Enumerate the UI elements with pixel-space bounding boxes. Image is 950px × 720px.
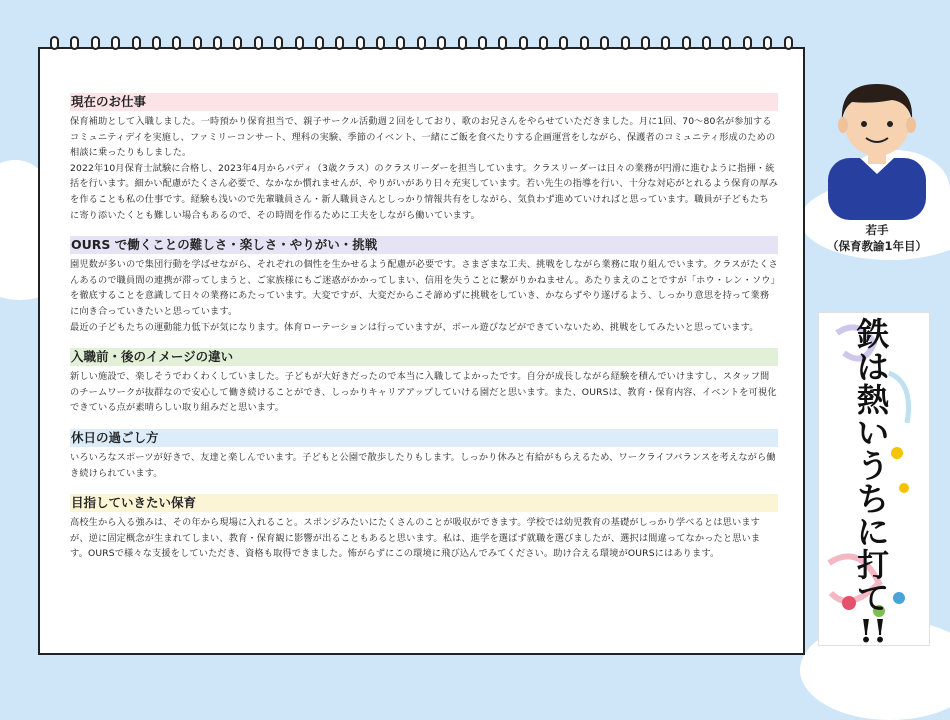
binding-ring [152, 36, 161, 50]
binding-ring [172, 36, 181, 50]
binding-ring [763, 36, 772, 50]
motto-char: ち [856, 480, 889, 518]
paragraph: いろいろなスポーツが好きで、友達と楽しんでいます。子どもと公園で散歩したりもします。しっかり休みと有給がもらえるため、ワークライフバランスを考えながら働き続けられています。 [70, 451, 776, 479]
binding-ring [539, 36, 548, 50]
binding-ring [722, 36, 731, 50]
motto-char: 鉄 [856, 315, 889, 353]
interview-content [70, 93, 778, 575]
motto-char: に [856, 513, 889, 551]
section [70, 348, 778, 416]
binding-ring [70, 36, 79, 50]
binding-ring [437, 36, 446, 50]
spiral-binding [38, 34, 805, 56]
section [70, 429, 778, 481]
binding-ring [600, 36, 609, 50]
binding-ring [132, 36, 141, 50]
binding-ring [559, 36, 568, 50]
section-body [70, 450, 778, 481]
section [70, 93, 778, 223]
section-body [70, 515, 778, 562]
paragraph: 園児数が多いので集団行動を学ばせながら、それぞれの個性を生かせるよう配慮が必要です。さまざまな工夫、挑戦をしながら業務に取り組んでいます。クラスがたくさんあるので職員間の連携が滞ってしまうと、ご家族様にもご迷惑がかかってしまい、信用を失うことに繋がりかねません。あたりまえのことですが「ホウ・レン・ソウ」を徹底することを意識して日々の業務にあたっています。大変ですが、大変だからこそ諦めずに挑戦をしていき、かならずやり遂げるよう、しっかり意思を持って業務に向き合っていきたいと思っています。 [70, 259, 778, 317]
binding-ring [743, 36, 752, 50]
section-body [70, 369, 778, 416]
binding-ring [580, 36, 589, 50]
section-body [70, 257, 778, 335]
section [70, 236, 778, 335]
binding-ring [193, 36, 202, 50]
binding-ring [478, 36, 487, 50]
paragraph: 最近の子どもたちの運動能力低下が気になります。体育ローテーションは行っていますが、ボール遊びなどができていないため、挑戦をしてみたいと思っています。 [70, 321, 759, 333]
binding-ring [376, 36, 385, 50]
binding-ring [661, 36, 670, 50]
section-heading: 現在のお仕事 [70, 93, 778, 111]
section-heading: OURS で働くことの難しさ・楽しさ・やりがい・挑戦 [70, 236, 778, 254]
binding-ring [213, 36, 222, 50]
section [70, 494, 778, 562]
binding-ring [784, 36, 793, 50]
binding-ring [111, 36, 120, 50]
motto-char: 熱 [856, 381, 889, 419]
motto-char: い [856, 414, 889, 452]
profile-role: 若手 [865, 223, 889, 237]
profile-detail: （保育教諭1年目） [826, 239, 927, 253]
motto-char: て [856, 579, 889, 617]
binding-ring [295, 36, 304, 50]
binding-ring [702, 36, 711, 50]
section-heading: 入職前・後のイメージの違い [70, 348, 778, 366]
binding-ring [621, 36, 630, 50]
binding-ring [233, 36, 242, 50]
binding-ring [274, 36, 283, 50]
motto-text [838, 315, 908, 650]
profile-label [815, 222, 939, 254]
section-body [70, 114, 778, 223]
motto-char: !! [858, 612, 888, 650]
binding-ring [519, 36, 528, 50]
paragraph: 保育補助として入職しました。一時預かり保育担当で、親子サークル活動週２回をしており、歌のお兄さんをやらせていただきました。月に1回、70～80名が参加するコミュニティデイを実施し、ファミリーコンサート、理科の実験、季節のイベント、一緒にご飯を食べたりする企画運営をしながら、保護者のコミュニティ形成のための相談に乗ったりもしました。 [70, 116, 776, 159]
section-heading: 目指していきたい保育 [70, 494, 778, 512]
binding-ring [91, 36, 100, 50]
motto-char: う [856, 447, 889, 485]
paragraph: 2022年10月保育士試験に合格し、2023年4月からバディ（3歳クラス）のクラスリーダーを担当しています。クラスリーダーは日々の業務が円滑に進むように指揮・統括を行います。細かい配慮がたくさん必要で、なかなか慣れませんが、やりがいがあり日々充実しています。若い先生の指導を行い、十分な対応がとれるよう保育の厚みを作ることも私の仕事です。経験も浅いので先輩職員さん・新人職員さんとしっかり情報共有をしながら、気負わず進めていければと思っています。職員が子どもたちに寄り添いたくとも難しい場合もあるので、その時間を作るために工夫をしながら働いています。 [70, 162, 778, 221]
binding-ring [458, 36, 467, 50]
binding-ring [417, 36, 426, 50]
paragraph: 新しい施設で、楽しそうでわくわくしていました。子どもが大好きだったので本当に入職してよかったです。自分が成長しながら経験を積んでいけますし、スタッフ間のチームワークが抜群なので安心して働き続けることができ、しっかりキャリアアップしていける園だと思います。また、OURSは、教育・保育内容、イベントを可視化できている点が素晴らしい取り組みだと思います。 [70, 371, 777, 414]
paragraph: 高校生から入る強みは、その年から現場に入れること。スポンジみたいにたくさんのことが吸収ができます。学校では幼児教育の基礎がしっかり学べるとは思いますが、逆に固定概念が生まれてしまい、教育・保育観に影響が出ることもあると思います。私は、進学を選ばず就職を選びましたが、選択は間違ってなかったと思います。OURSで様々な支援をしていただき、資格も取得できました。怖がらずにこの環境に飛び込んでみてください。助け合える環境がOURSにはあります。 [70, 517, 761, 560]
binding-ring [641, 36, 650, 50]
binding-ring [356, 36, 365, 50]
section-heading: 休日の過ごし方 [70, 429, 778, 447]
binding-ring [396, 36, 405, 50]
binding-ring [498, 36, 507, 50]
young-staff-illustration [822, 70, 932, 220]
binding-ring [335, 36, 344, 50]
motto-char: は [856, 348, 889, 386]
binding-ring [315, 36, 324, 50]
motto-char: 打 [856, 546, 889, 584]
binding-ring [682, 36, 691, 50]
binding-ring [50, 36, 59, 50]
binding-ring [254, 36, 263, 50]
